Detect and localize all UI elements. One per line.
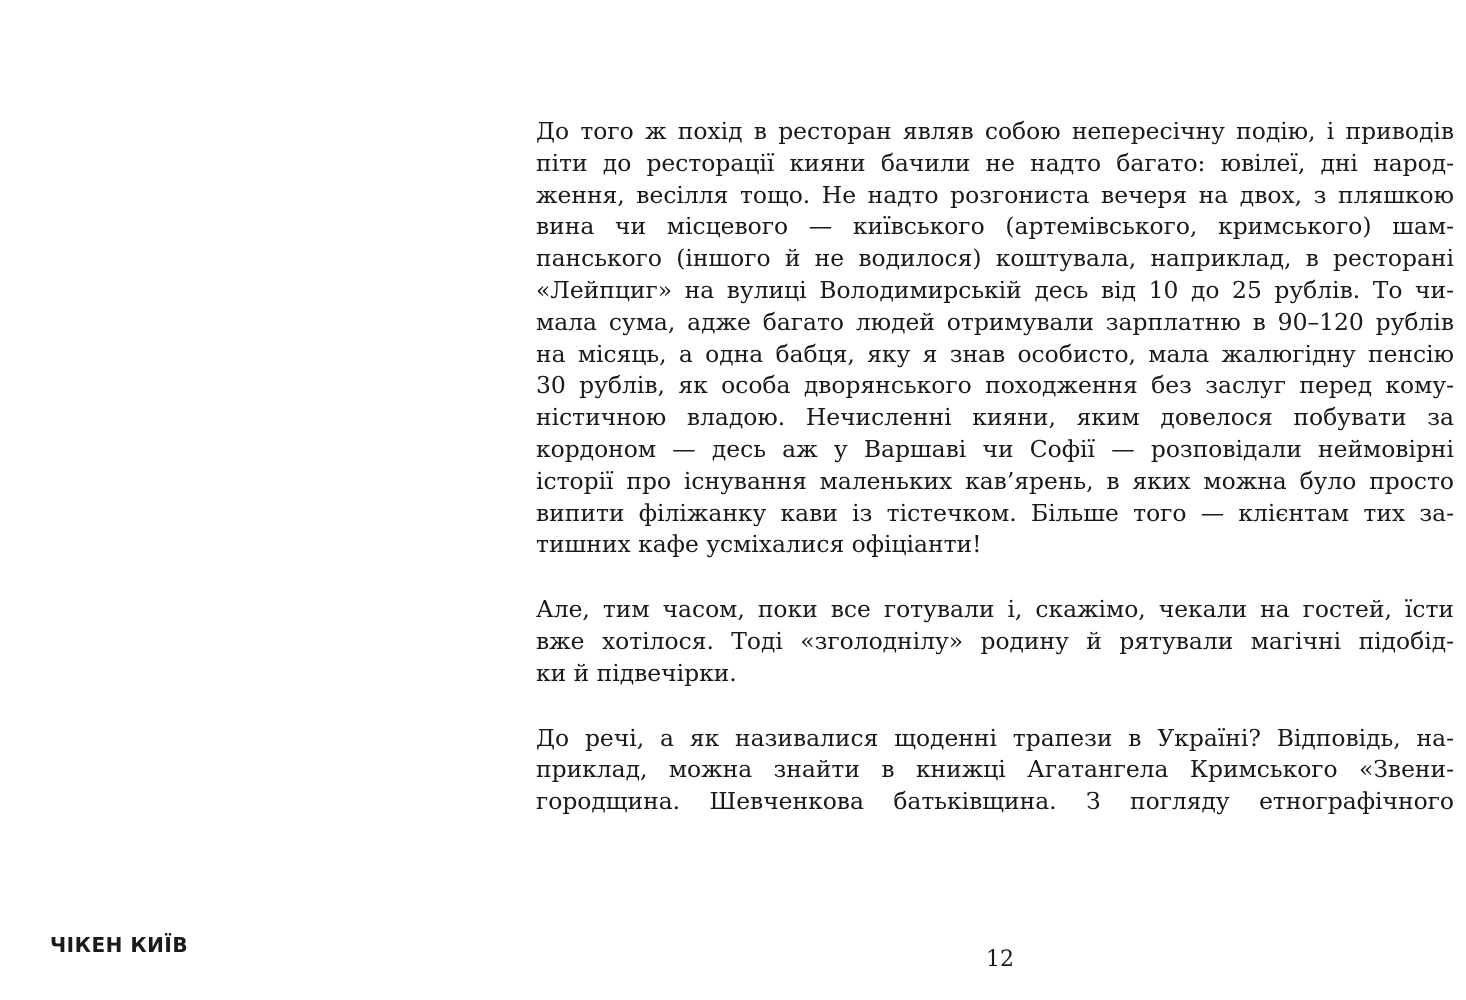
text-line: До того ж похід в ресторан являв собою непересічну подію, і приводів — [536, 117, 1454, 145]
text-line: на місяць, а одна бабця, яку я знав особисто, мала жалюгідну пенсію — [536, 339, 1454, 368]
text-line: мала сума, адже багато людей отримували зарплатню в 90–120 рублів — [536, 307, 1454, 336]
text-line: історії про існування маленьких кав’ярень, в яких можна було просто — [536, 466, 1454, 495]
text-line: 30 рублів, як особа дворянського походження без заслуг перед кому- — [536, 371, 1454, 400]
text-line: вина чи місцевого — київського (артемівського, кримського) шам- — [536, 212, 1454, 241]
text-line: випити філіжанку кави із тістечком. Більше того — клієнтам тих за- — [536, 498, 1454, 527]
paragraph-restaurant — [536, 116, 1454, 561]
text-line: ження, весілля тощо. Не надто розгониста вечеря на двох, з пляшкою — [536, 180, 1454, 209]
text-line: кордоном — десь аж у Варшаві чи Софії — розповідали неймовірні — [536, 434, 1454, 463]
main-text-column — [536, 116, 1454, 851]
text-line: панського (іншого й не водилося) коштувала, наприклад, в ресторані — [536, 244, 1454, 273]
text-line: вже хотілося. Тоді «зголоднілу» родину й рятували магічні підобід- — [536, 626, 1454, 655]
running-footer-book-title: ЧІКЕН КИЇВ — [50, 933, 189, 957]
text-line: піти до ресторації кияни бачили не надто багато: ювілеї, дні народ- — [536, 148, 1454, 177]
paragraph-snacks — [536, 594, 1454, 689]
text-line: До речі, а як називалися щоденні трапези в Україні? Відповідь, на- — [536, 723, 1454, 752]
paragraph-meals — [536, 723, 1454, 818]
text-line: Але, тим часом, поки все готували і, скажімо, чекали на гостей, їсти — [536, 595, 1454, 624]
text-line: городщина. Шевченкова батьківщина. З погляду етнографічного — [536, 787, 1454, 816]
text-line: приклад, можна знайти в книжці Агатангела Кримського «Звени- — [536, 755, 1454, 784]
text-line: «Лейпциг» на вулиці Володимирській десь від 10 до 25 рублів. То чи- — [536, 275, 1454, 304]
text-line: ністичною владою. Нечисленні кияни, яким довелося побувати за — [536, 403, 1454, 432]
page-number: 12 — [986, 947, 1014, 972]
text-line: ки й підвечірки. — [536, 658, 737, 687]
text-line: тишних кафе усміхалися офіціанти! — [536, 530, 982, 559]
